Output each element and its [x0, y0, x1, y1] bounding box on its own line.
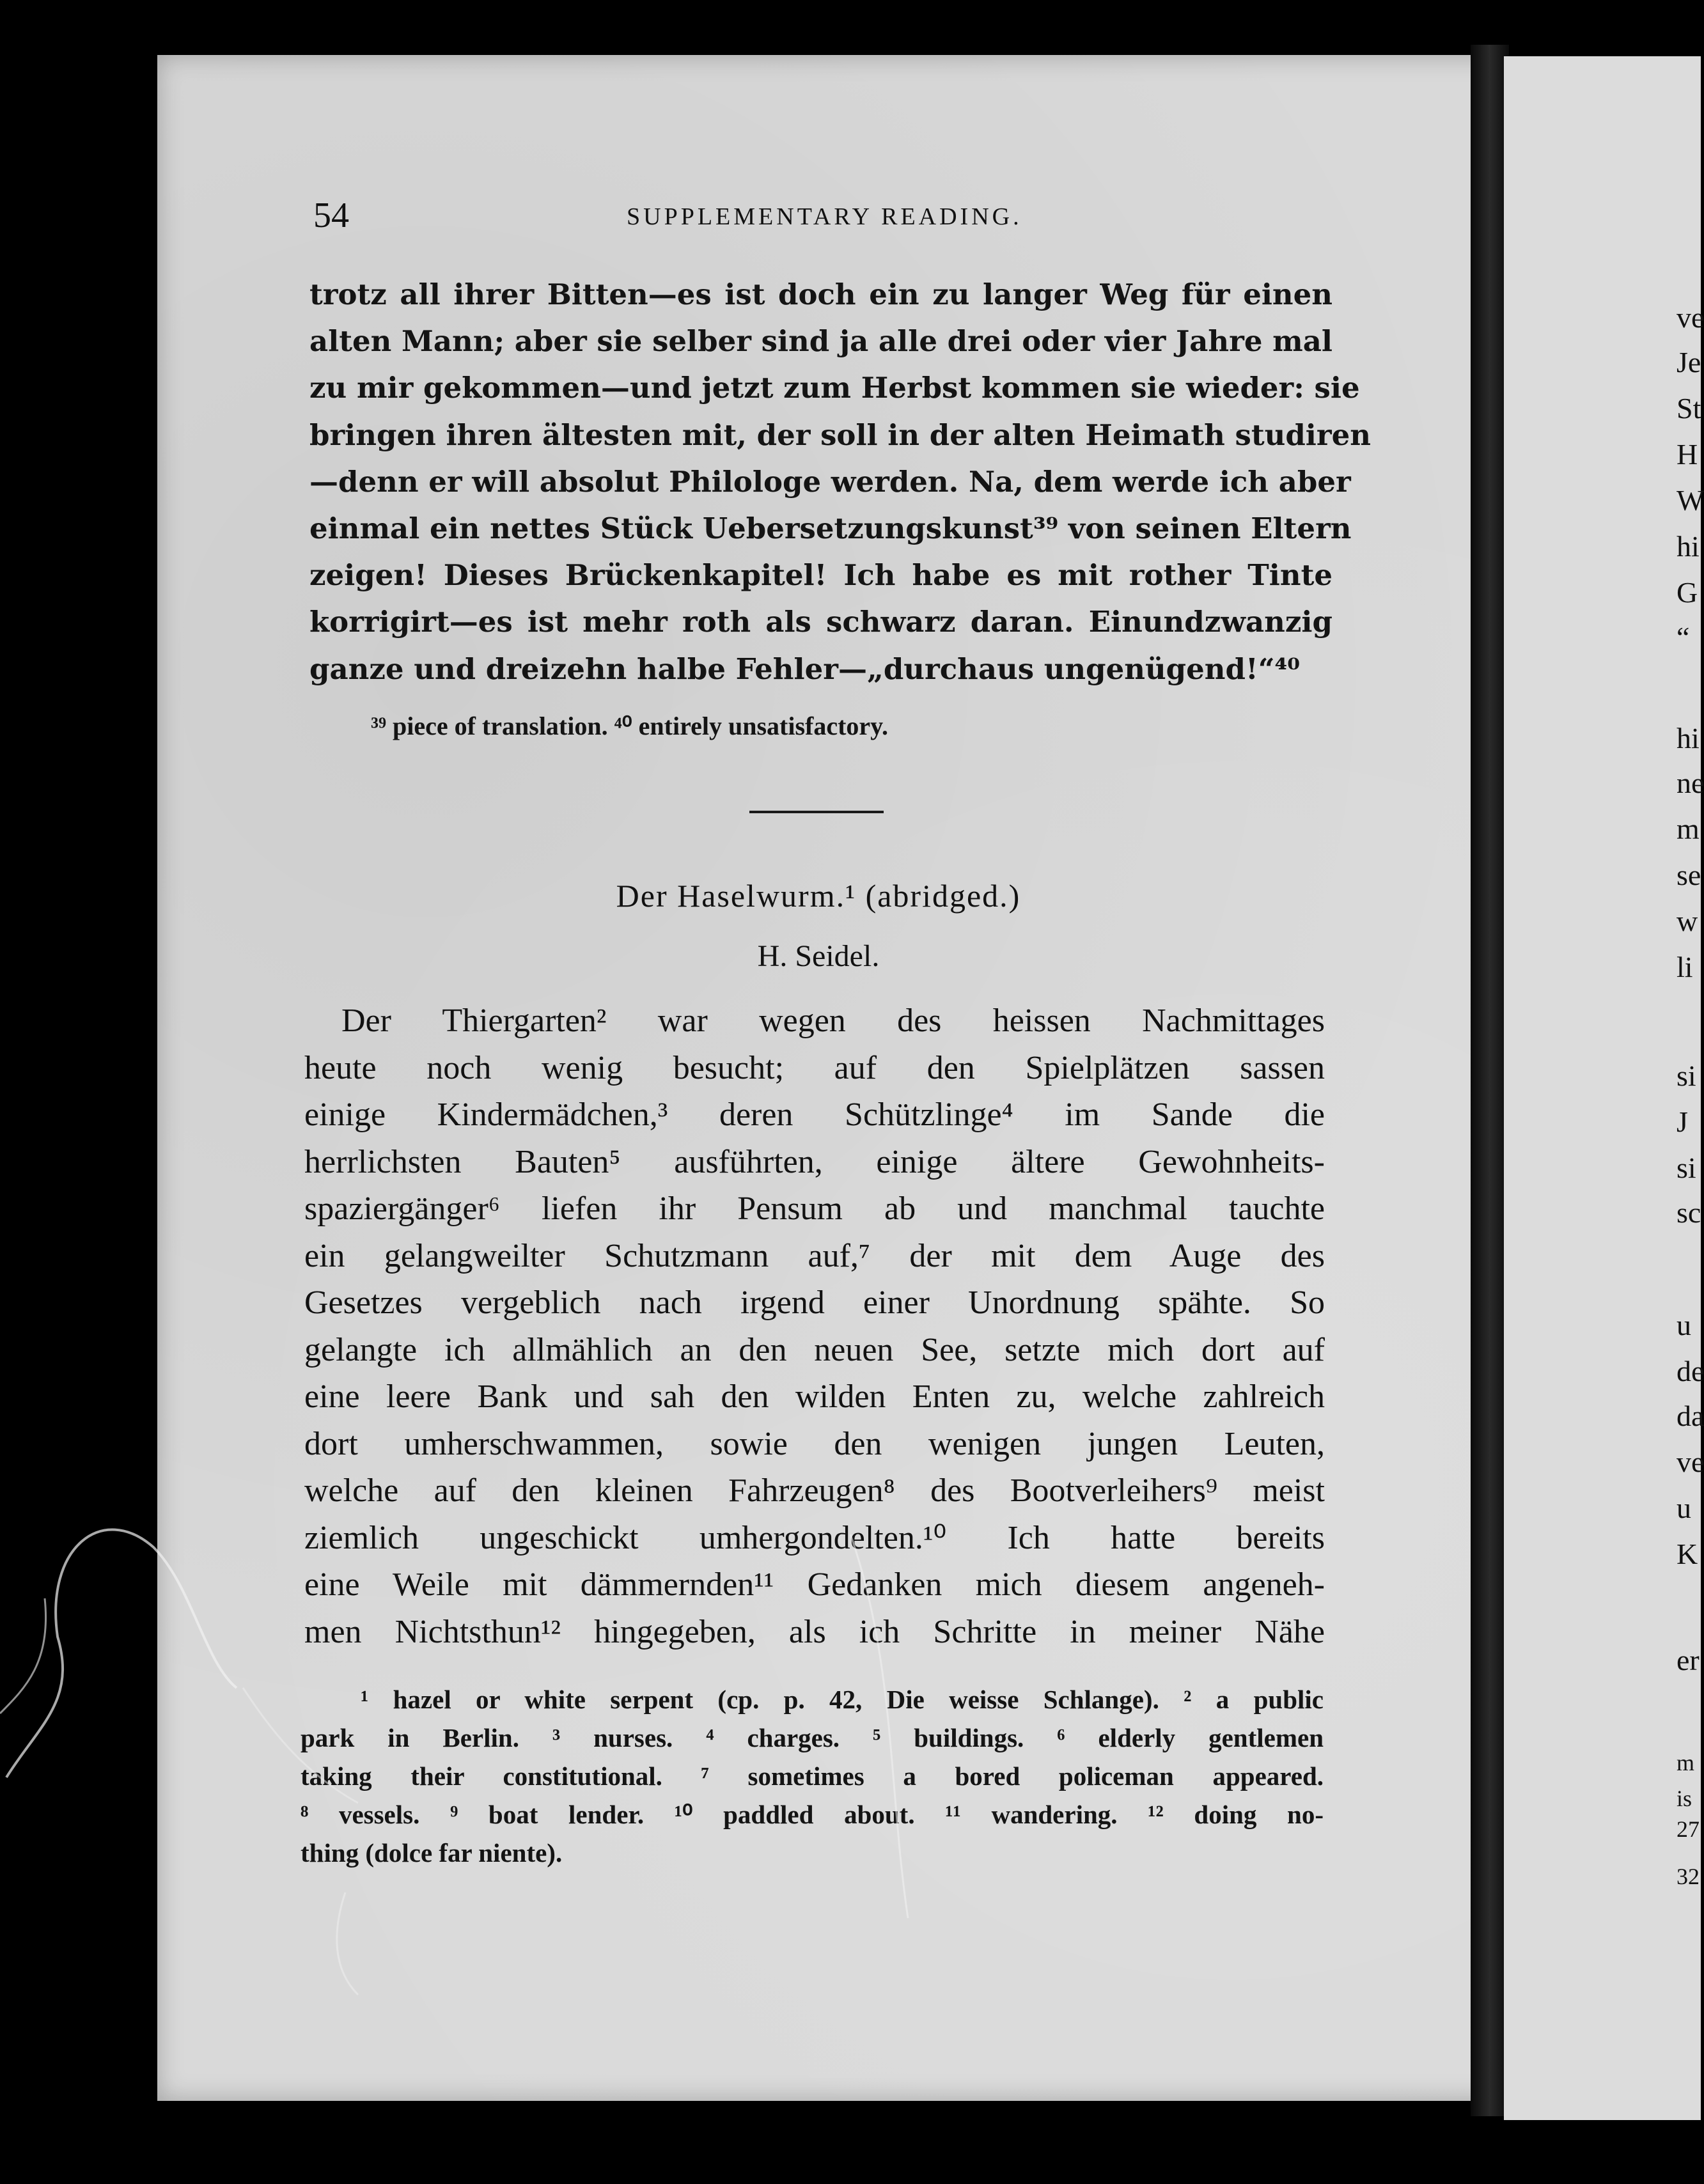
facing-page-fragment: ne	[1677, 767, 1704, 799]
running-head: SUPPLEMENTARY READING.	[627, 203, 1022, 230]
facing-page-fragment: Je	[1677, 346, 1701, 378]
facing-page-fragment: ve	[1677, 301, 1704, 334]
text-line: Gesetzes vergeblich nach irgend einer Unordnung spähte. So	[304, 1284, 1325, 1321]
facing-page-fragment: de	[1677, 1355, 1704, 1387]
facing-page-fragment: H	[1677, 438, 1698, 471]
text-line: einmal ein nettes Stück Uebersetzungskunst³⁹ von seinen Eltern	[309, 511, 1352, 546]
text-line: zu mir gekommen—und jetzt zum Herbst kommen sie wieder: sie	[309, 371, 1360, 405]
footnote-line: park in Berlin. ³ nurses. ⁴ charges. ⁵ buildings. ⁶ elderly gentlemen	[301, 1723, 1324, 1752]
facing-page-fragment: G	[1677, 576, 1698, 609]
text-line: ein gelangweilter Schutzmann auf,⁷ der mit dem Auge des	[304, 1237, 1325, 1274]
text-line: bringen ihren ältesten mit, der soll in der alten Heimath studiren	[309, 417, 1371, 452]
facing-page-fragment: hi	[1677, 530, 1700, 563]
facing-page-fragment: St	[1677, 392, 1701, 425]
text-line: —denn er will absolut Philologe werden. Na, dem werde ich aber	[309, 464, 1351, 499]
footnote-line: thing (dolce far niente).	[301, 1838, 563, 1868]
facing-page-fragment: “	[1677, 621, 1690, 653]
footnote-line: ⁸ vessels. ⁹ boat lender. ¹⁰ paddled about. ¹¹ wandering. ¹² doing no-	[301, 1800, 1324, 1829]
footnote-line: taking their constitutional. ⁷ sometimes a bored policeman appeared.	[301, 1761, 1324, 1791]
text-line: eine Weile mit dämmernden¹¹ Gedanken mich diesem angeneh-	[304, 1566, 1325, 1603]
facing-page-fragment: li	[1677, 951, 1693, 983]
text-line: dort umherschwammen, sowie den wenigen jungen Leuten,	[304, 1425, 1325, 1462]
facing-page-fragment: da	[1677, 1400, 1704, 1432]
footnote-top: ³⁹ piece of translation. ⁴⁰ entirely unsatisfactory.	[371, 712, 888, 740]
text-line: ziemlich ungeschickt umhergondelten.¹⁰ Ich hatte bereits	[304, 1519, 1325, 1556]
facing-page-fragment: 27	[1677, 1816, 1700, 1842]
story-title: Der Haselwurm.¹ (abridged.)	[616, 878, 1021, 914]
facing-page-fragment: m	[1677, 813, 1700, 845]
text-line: spaziergänger⁶ liefen ihr Pensum ab und manchmal tauchte	[304, 1190, 1325, 1227]
facing-page-fragment: 32	[1677, 1864, 1700, 1889]
facing-page-fragment: K	[1677, 1538, 1698, 1570]
facing-page-fragment: ve	[1677, 1446, 1704, 1478]
facing-page-fragment: sc	[1677, 1196, 1701, 1229]
facing-page-fragment: hi	[1677, 722, 1700, 754]
footnote-line: ¹ hazel or white serpent (cp. p. 42, Die weisse Schlange). ² a public	[361, 1685, 1324, 1714]
facing-page-fragment: W	[1677, 484, 1704, 517]
text-line: Der Thiergarten² war wegen des heissen Nachmittages	[341, 1002, 1325, 1039]
facing-page-fragment: J	[1677, 1105, 1688, 1138]
text-line: korrigirt—es ist mehr roth als schwarz daran. Einundzwanzig	[309, 605, 1333, 639]
text-line: eine leere Bank und sah den wilden Enten zu, welche zahlreich	[304, 1378, 1325, 1415]
story-author: H. Seidel.	[757, 939, 880, 973]
page-number: 54	[313, 196, 349, 235]
text-line: heute noch wenig besucht; auf den Spielplätzen sassen	[304, 1049, 1325, 1086]
facing-page-fragment: is	[1677, 1786, 1692, 1811]
facing-page-fragment: m	[1677, 1750, 1695, 1775]
facing-page-fragment: u	[1677, 1309, 1691, 1341]
text-line: ganze und dreizehn halbe Fehler—„durchaus ungenügend!“⁴⁰	[309, 651, 1301, 686]
text-line: men Nichtsthun¹² hingegeben, als ich Schritte in meiner Nähe	[304, 1613, 1325, 1650]
text-line: alten Mann; aber sie selber sind ja alle drei oder vier Jahre mal	[309, 324, 1333, 359]
facing-page-fragment: se	[1677, 859, 1701, 891]
text-line: einige Kindermädchen,³ deren Schützlinge⁴ im Sande die	[304, 1096, 1325, 1133]
text-line: herrlichsten Bauten⁵ ausführten, einige ältere Gewohnheits-	[304, 1143, 1325, 1180]
facing-page-fragment: u	[1677, 1492, 1691, 1524]
text-line: gelangte ich allmählich an den neuen See, setzte mich dort auf	[304, 1331, 1325, 1368]
facing-page-fragment: w	[1677, 905, 1698, 937]
facing-page-fragment: si	[1677, 1059, 1696, 1092]
text-line: trotz all ihrer Bitten—es ist doch ein zu langer Weg für einen	[309, 277, 1333, 311]
text-line: welche auf den kleinen Fahrzeugen⁸ des Bootverleihers⁹ meist	[304, 1472, 1325, 1509]
facing-page-fragment: si	[1677, 1151, 1696, 1184]
facing-page-fragment: er	[1677, 1644, 1700, 1676]
text-line: zeigen! Dieses Brückenkapitel! Ich habe es mit rother Tinte	[309, 558, 1333, 593]
